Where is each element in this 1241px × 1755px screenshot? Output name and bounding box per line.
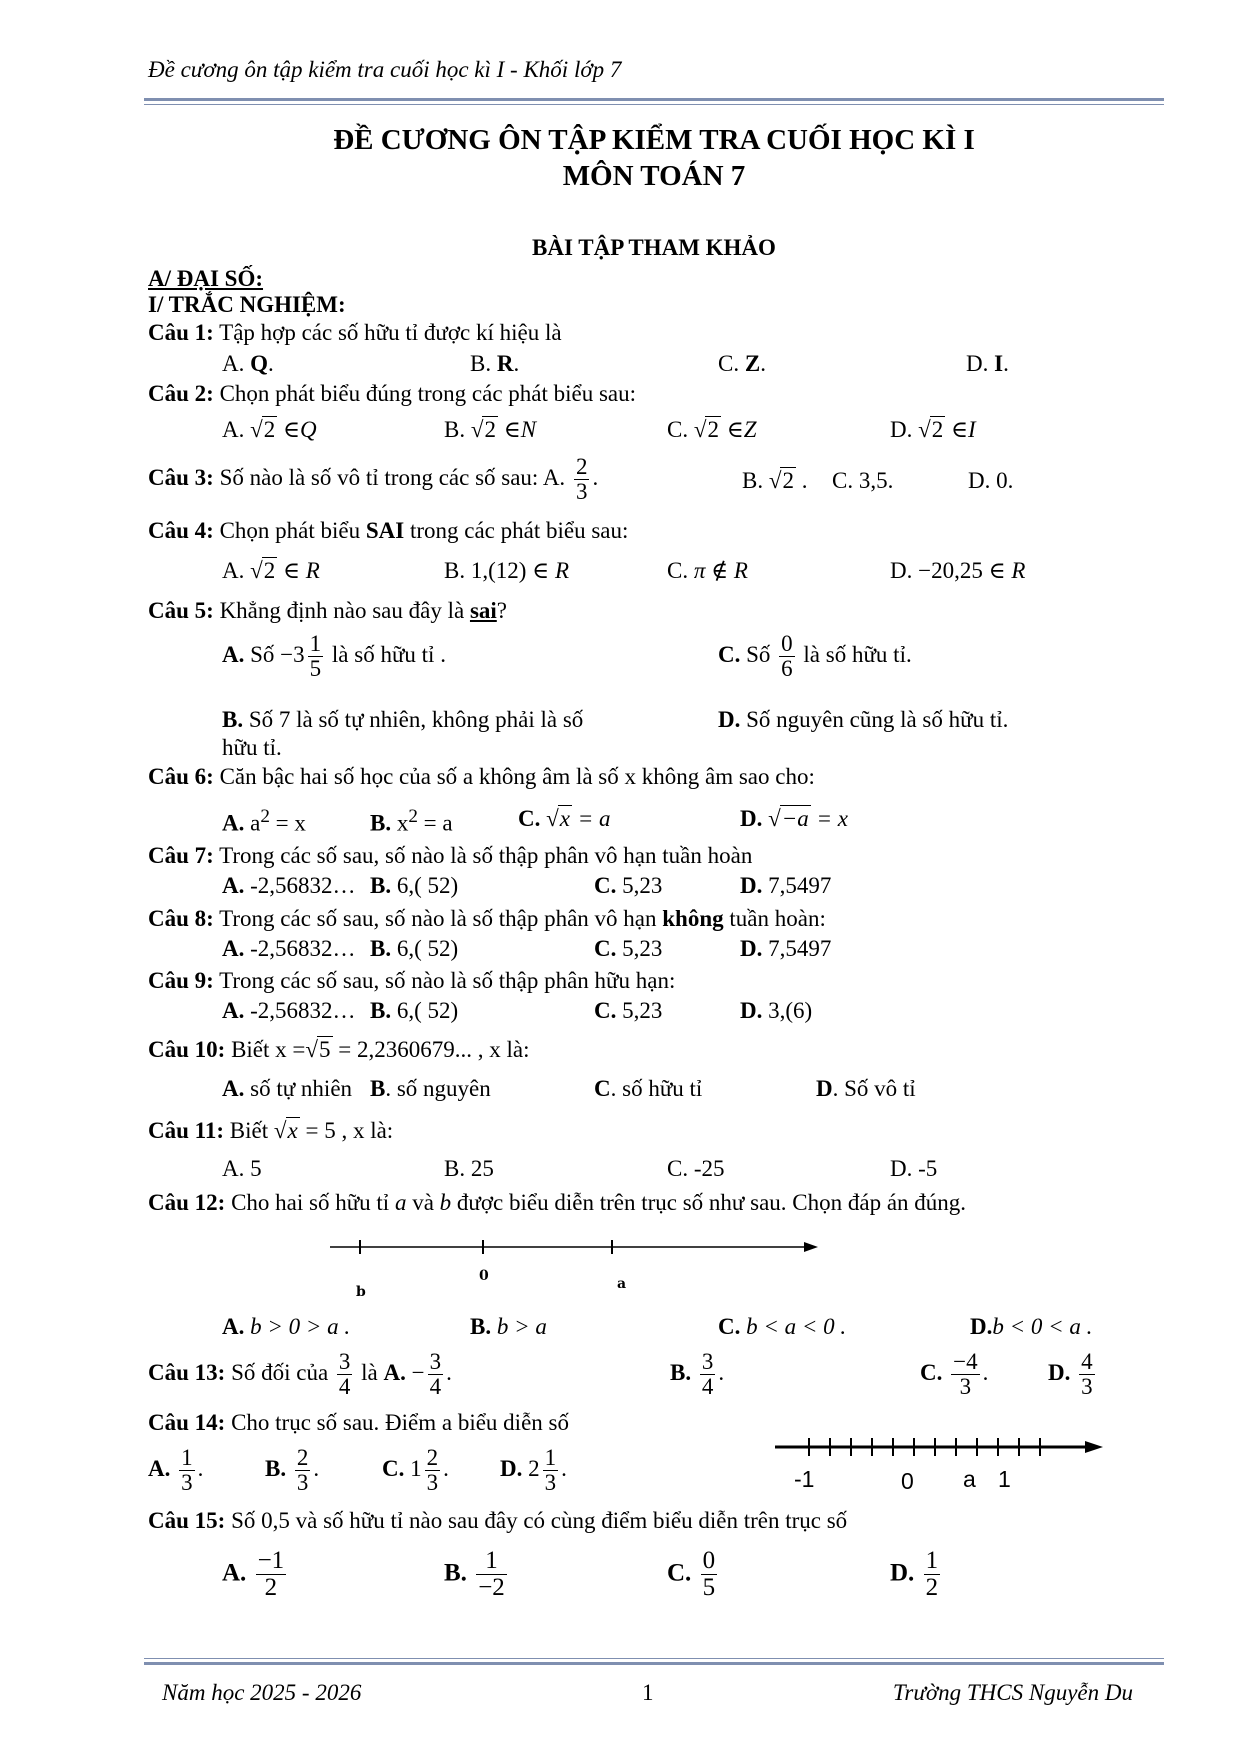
q3-option-a-fraction: $\frac{2}{3}$ — [575, 454, 588, 505]
question-10: Câu 10: Biết x =√5 = 2,2360679... , x là: — [148, 1037, 530, 1062]
q11-option-d: D. -5 — [890, 1156, 938, 1181]
question-1 — [148, 320, 562, 346]
q6-option-b: B. $x^2 = a$ — [370, 806, 453, 836]
q2-option-d: D. √2 ∈I — [890, 417, 976, 442]
q4-option-a: A. √2 ∈ R — [222, 558, 320, 583]
q10-option-d: D. Số vô tỉ — [816, 1076, 916, 1101]
q5-mixed-fraction: $\frac{1}{5}$ — [309, 631, 322, 682]
q9-option-a: A. -2,56832… — [222, 998, 356, 1023]
q5-option-b: B. Số 7 là số tự nhiên, không phải là số — [222, 707, 584, 732]
q10-option-c: C. số hữu tỉ — [594, 1076, 703, 1101]
q10-option-b: B. số nguyên — [370, 1076, 491, 1101]
q8-option-a: A. -2,56832… — [222, 936, 356, 961]
q5-fraction-zero: $\frac{0}{6}$ — [781, 631, 793, 682]
question-12: Câu 12: Cho hai số hữu tỉ a và b được biểu diễn trên trục số như sau. Chọn đáp án đúng. — [148, 1190, 967, 1215]
q1-option-c: C. Z. — [718, 351, 766, 376]
q4-option-d: D. −20,25 ∈ R — [890, 558, 1026, 583]
q11-option-c: C. -25 — [667, 1156, 725, 1181]
q4-option-b: B. 1,(12) ∈ R — [444, 558, 570, 583]
q3-option-c: C. 3,5. — [832, 468, 894, 493]
q9-option-c: C. 5,23 — [594, 998, 663, 1023]
question-5: Câu 5: Khẳng định nào sau đây là sai? — [148, 598, 508, 623]
question-label: Câu 1: — [148, 320, 214, 345]
q6-option-c: C. √x = a — [518, 806, 611, 831]
q5-option-d: D. Số nguyên cũng là số hữu tỉ. — [718, 707, 1009, 732]
q2-option-a: A. √2 ∈Q — [222, 417, 317, 442]
question-9: Câu 9: Trong các số sau, số nào là số thập phân hữu hạn: — [148, 968, 676, 993]
header-rule-thin — [144, 104, 1164, 105]
q5-option-c: C. Số $\frac{0}{6}$ là số hữu tỉ. — [718, 631, 912, 682]
axis-arrowhead — [1085, 1441, 1103, 1453]
q9-option-d: D. 3,(6) — [740, 998, 813, 1023]
q7-option-a: A. -2,56832… — [222, 873, 356, 898]
q7-option-d: D. 7,5497 — [740, 873, 832, 898]
axis-label-a: a — [617, 1276, 627, 1292]
q1-option-d: D. I. — [966, 351, 1009, 376]
q14-option-a: A. $\frac{1}{3}$ . — [148, 1445, 204, 1496]
q3-option-b: B. √2 . — [742, 468, 808, 493]
axis-label-b: b — [356, 1284, 366, 1300]
q1-option-a: A. Q. — [222, 351, 274, 376]
q12-option-a: A. b > 0 > a . — [222, 1314, 351, 1339]
number-line-q14 — [775, 1432, 1105, 1462]
question-3: Câu 3: Số nào là số vô tỉ trong các số sau: A. $\frac{2}{3}$ . — [148, 454, 599, 505]
q7-option-b: B. 6,( 52) — [370, 873, 459, 898]
q8-option-b: B. 6,( 52) — [370, 936, 459, 961]
q7-option-c: C. 5,23 — [594, 873, 663, 898]
question-2: Câu 2: Chọn phát biểu đúng trong các phát biểu sau: — [148, 381, 637, 406]
q8-option-c: C. 5,23 — [594, 936, 663, 961]
q3-option-d: D. 0. — [968, 468, 1014, 493]
q15-option-b: B. $\frac{1}{-2}$ — [444, 1547, 505, 1602]
question-6: Câu 6: Căn bậc hai số học của số a không âm là số x không âm sao cho: — [148, 764, 815, 789]
q14-option-c: C. 1 $\frac{2}{3}$ . — [382, 1445, 449, 1496]
axis-label-one: 1 — [998, 1466, 1011, 1492]
axis-label-a: a — [963, 1466, 976, 1492]
axis-label-zero: 0 — [901, 1468, 914, 1494]
footer-rule-thin — [144, 1658, 1164, 1659]
q6-option-a: A. $a^2 = x$ — [222, 806, 306, 836]
q13-option-b: B. $\frac{3}{4}$ . — [670, 1349, 725, 1400]
axis-arrowhead — [804, 1242, 818, 1252]
question-13: Câu 13: Số đối của $\frac{3}{4}$ là A. − $\frac{3}{4}$ . — [148, 1349, 452, 1400]
q15-option-a: A. $\frac{-1}{2}$ — [222, 1547, 285, 1602]
q13-option-a-fraction: $\frac{3}{4}$ — [429, 1349, 442, 1400]
number-line-q12 — [320, 1232, 820, 1262]
q11-option-b: B. 25 — [444, 1156, 494, 1181]
q4-option-c: C. π ∉ R — [667, 558, 748, 583]
q10-option-a: A. số tự nhiên — [222, 1076, 353, 1101]
q1-option-b: B. R. — [470, 351, 520, 376]
q5-option-b-cont: hữu tỉ. — [222, 735, 282, 760]
q15-option-c: C. $\frac{0}{5}$ — [667, 1547, 716, 1602]
question-14: Câu 14: Cho trục số sau. Điểm a biểu diễn số — [148, 1410, 569, 1435]
q12-option-d: D.b < 0 < a . — [970, 1314, 1093, 1339]
header-rule — [144, 98, 1164, 101]
section-algebra: A/ ĐẠI SỐ: — [148, 266, 264, 291]
question-11: Câu 11: Biết √x = 5 , x là: — [148, 1118, 394, 1143]
section-multiple-choice: I/ TRẮC NGHIỆM: — [148, 292, 346, 317]
page-number: 1 — [642, 1680, 654, 1705]
footer-school-year: Năm học 2025 - 2026 — [162, 1680, 362, 1705]
q13-option-d: D. $\frac{4}{3}$ — [1048, 1349, 1093, 1400]
q9-option-b: B. 6,( 52) — [370, 998, 459, 1023]
q2-option-b: B. √2 ∈N — [444, 417, 537, 442]
q6-option-d: D. √−a = x — [740, 806, 849, 831]
q2-option-c: C. √2 ∈Z — [667, 417, 757, 442]
document-title-line2: MÔN TOÁN 7 — [562, 160, 746, 192]
axis-label-zero: 0 — [479, 1268, 489, 1284]
question-15: Câu 15: Số 0,5 và số hữu tỉ nào sau đây có cùng điểm biểu diễn trên trục số — [148, 1508, 848, 1533]
q15-option-d: D. $\frac{1}{2}$ — [890, 1547, 939, 1602]
question-8: Câu 8: Trong các số sau, số nào là số thập phân vô hạn không tuần hoàn: — [148, 906, 826, 931]
running-header: Đề cương ôn tập kiểm tra cuối học kì I - Khối lớp 7 — [148, 57, 622, 82]
q11-option-a: A. 5 — [222, 1156, 262, 1181]
footer-school-name: Trường THCS Nguyễn Du — [892, 1680, 1133, 1705]
question-4: Câu 4: Chọn phát biểu SAI trong các phát biểu sau: — [148, 518, 629, 543]
q5-option-a: A. Số −3 $\frac{1}{5}$ là số hữu tỉ . — [222, 631, 446, 682]
q14-option-b: B. $\frac{2}{3}$ . — [265, 1445, 320, 1496]
axis-label-minus-one: -1 — [794, 1466, 815, 1492]
document-subtitle: BÀI TẬP THAM KHẢO — [532, 235, 776, 260]
q13-option-c: C. $\frac{-4}{3}$ . — [920, 1349, 989, 1400]
question-7: Câu 7: Trong các số sau, số nào là số thập phân vô hạn tuần hoàn — [148, 843, 753, 868]
footer-rule — [144, 1662, 1164, 1665]
document-title-line1: ĐỀ CƯƠNG ÔN TẬP KIỂM TRA CUỐI HỌC KÌ I — [333, 124, 975, 156]
q14-option-d: D. 2 $\frac{1}{3}$ . — [500, 1445, 567, 1496]
q8-option-d: D. 7,5497 — [740, 936, 832, 961]
q12-option-c: C. b < a < 0 . — [718, 1314, 847, 1339]
question-text: Tập hợp các số hữu tỉ được kí hiệu là — [219, 320, 562, 345]
q12-option-b: B. b > a — [470, 1314, 547, 1339]
